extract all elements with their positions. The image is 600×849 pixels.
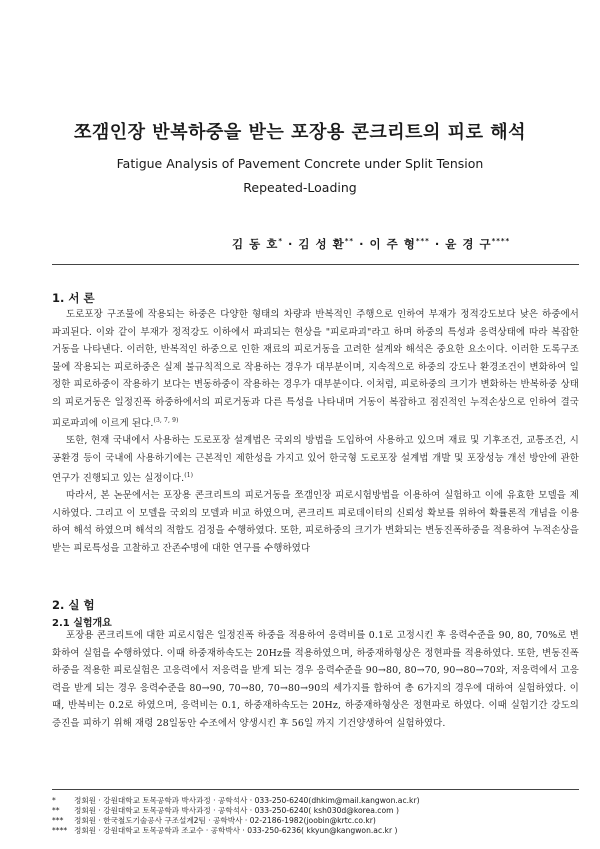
author-mark: * <box>278 237 284 246</box>
footnotes <box>52 796 579 836</box>
author-separator: · <box>359 237 365 251</box>
footnote-text: 정회원 · 강원대학교 토목공학과 박사과정 · 공학석사 · 033-250-6240( ksh030d@korea.com ) <box>74 806 399 815</box>
experiment-paragraph <box>52 627 579 733</box>
paper-title-english-line1: Fatigue Analysis of Pavement Concrete under Split Tension <box>116 156 484 171</box>
author-list <box>232 236 572 252</box>
section-heading-experiment: 2. 실 험 <box>52 598 95 612</box>
author-name: 윤 경 구 <box>445 237 492 251</box>
author-name: 김 동 호 <box>232 237 279 251</box>
footnote <box>52 806 579 816</box>
footnote-mark: * <box>52 796 56 805</box>
subsection-heading-experiment-overview: 2.1 실험개요 <box>52 618 112 629</box>
intro-paragraph <box>52 487 579 557</box>
paper-title-english-line2: Repeated-Loading <box>243 180 357 195</box>
paragraph-text: 포장용 콘크리트에 대한 피로시험은 일정진폭 하중을 적용하여 응력비를 0.1로 고정시킨 후 응력수준을 90, 80, 70%로 변화하여 실험을 수행하였다. 이때 하중재하속도는 20Hz를 적용하였으며, 하중재하형상은 정현파를 적용하였다. 또한, 변동진폭 하중을 적용한 피로실험은 고응력에서 저응력을 받게 되는 경우 응력수준을 90→80, 80→70, 90→80→70와, 저응력에서 고응력을 받게 되는 경우 응력수준을 80→90, 70→80, 70→80→90의 세가지를 합하여 총 6가지의 경우에 대하여 실험하였다. 이때, 반복비는 0.2로 하였으며, 응력비는 0.1, 하중재하속도는 20Hz, 하중재하형상은 정현파로 하였다. 이때 실험기간 강도의 증진을 피하기 위해 재령 28일동안 수조에서 양생시킨 후 56일 까지 기건양생하여 실험하였다. <box>52 630 579 729</box>
author-name: 김 성 환 <box>298 237 345 251</box>
footnote-text: 정회원 · 강원대학교 토목공학과 조교수 · 공학박사 · 033-250-6236( kkyun@kangwon.ac.kr ) <box>74 826 398 835</box>
paper-title-korean: 쪼갬인장 반복하중을 받는 포장용 콘크리트의 피로 해석 <box>73 122 527 143</box>
paragraph-text: 또한, 현재 국내에서 사용하는 도로포장 설계법은 국외의 방법을 도입하여 사용하고 있으며 재료 및 기후조건, 교통조건, 시공환경 등이 국내에 사용하기에는 근본적인 제한성을 가지고 있어 한국형 도로포장 설계법 개발 및 포장성능 개선 방안에 관한 연구가 진행되고 있는 실정이다. <box>52 435 579 485</box>
footnote-text: 정회원 · 한국철도기술공사 구조설계2팀 · 공학박사 · 02-2186-1982(joobin@krtc.co.kr) <box>74 816 376 825</box>
footnote-mark: *** <box>52 816 64 825</box>
author-mark: ** <box>344 237 355 246</box>
author-separator: · <box>288 237 294 251</box>
paragraph-text: 도로포장 구조물에 작용되는 하중은 다양한 형태의 차량과 반복적인 주행으로 인하여 부재가 정적강도보다 낮은 하중에서 파괴된다. 이와 같이 부재가 정적강도 이하에서 파괴되는 현상을 "피로파괴"라고 하며 하중의 특성과 응력상태에 따라 복잡한 거동을 나타낸다. 이러한, 반복적인 하중으로 인한 재료의 피로거동을 고려한 설계와 해석은 중요한 요소이다. 이러한 도록구조물에 작용되는 피로하중은 실제 불규칙적으로 작용하는 경우가 대부분이며, 지속적으로 하중의 강도나 환경조건이 변화하여 일정한 피로하중이 작용하기 보다는 변동하중이 작용하는 경우가 대부분이다. 이처럼, 피로하중의 크기가 변화하는 반복하중 상태의 피로거동은 일정진폭 하중하에서의 피로거동과 다른 특성을 나타내며 거동이 복잡하고 점진적인 누적손상으로 인하여 결국 피로파괴에 이르게 된다. <box>52 309 579 429</box>
footnote <box>52 826 579 836</box>
citation: (1) <box>184 472 194 480</box>
citation: (3, 7, 9) <box>153 416 179 424</box>
author-name: 이 주 형 <box>369 237 416 251</box>
author-separator: · <box>434 237 441 251</box>
author-mark: *** <box>415 237 430 246</box>
intro-paragraph <box>52 432 579 488</box>
footnote <box>52 796 579 806</box>
footnote-divider <box>52 789 579 790</box>
footnote-mark: **** <box>52 826 68 835</box>
intro-paragraph <box>52 306 579 432</box>
section-heading-introduction: 1. 서 론 <box>52 291 95 305</box>
paragraph-text: 따라서, 본 논문에서는 포장용 콘크리트의 피로거동을 쪼갬인장 피로시험방법을 이용하여 실험하고 이에 유효한 모델을 제시하였다. 그리고 이 모델을 국외의 모델과 비교 하였으며, 콘크리트 피로데이터의 신뢰성 확보를 위하여 확률론적 개념을 이용하여 해석 하였으며 해석의 적합도 검정을 수행하였다. 또한, 피로하중의 크기가 변화되는 변동진폭하중을 적용하여 누적손상을 받는 피로특성을 고찰하고 잔존수명에 대한 연구를 수행하였다 <box>52 490 579 554</box>
header-divider <box>52 264 579 265</box>
footnote-text: 정회원 · 강원대학교 토목공학과 박사과정 · 공학석사 · 033-250-6240(dhkim@mail.kangwon.ac.kr) <box>74 796 420 805</box>
footnote-mark: ** <box>52 806 60 815</box>
footnote <box>52 816 579 826</box>
author-mark: **** <box>491 237 511 246</box>
